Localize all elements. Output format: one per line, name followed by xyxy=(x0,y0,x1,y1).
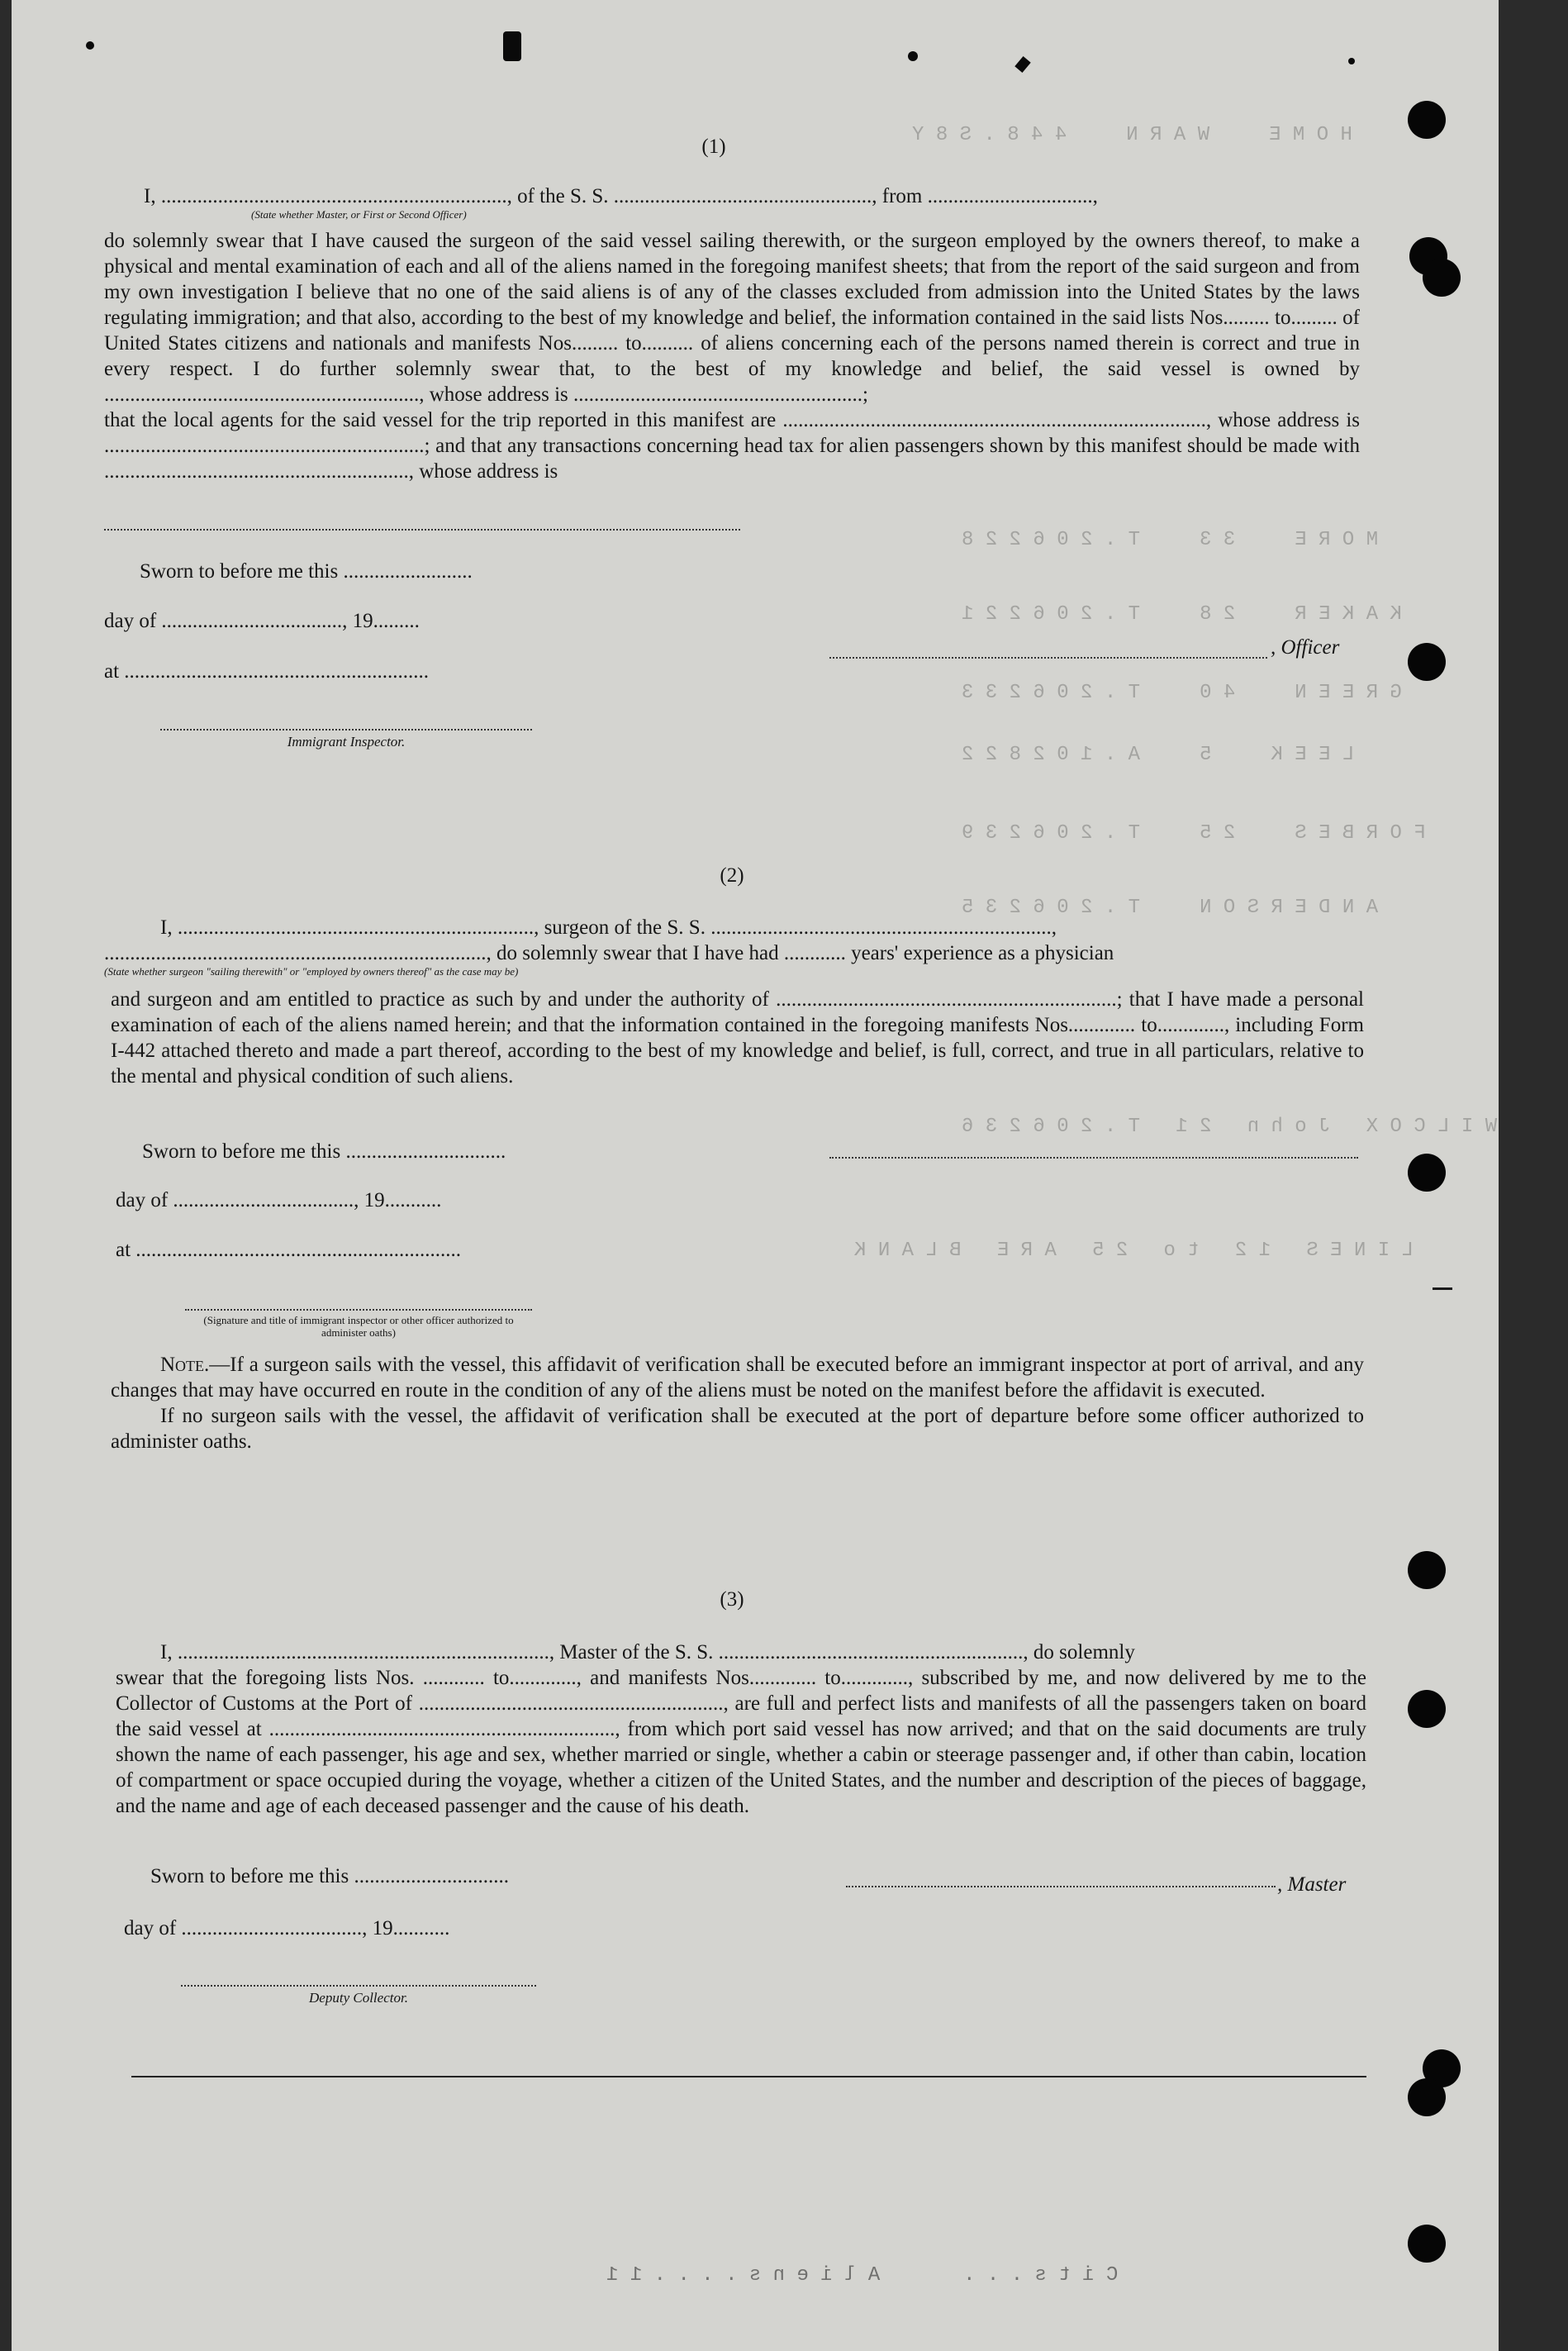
bleed-through-text: H O M E W A R N 4 4 8 . S 8 Y xyxy=(912,124,1352,146)
punch-hole xyxy=(1408,1154,1446,1192)
section-1-first-line: I, ..................................................................., of the S. S. .................................................., from ................................, xyxy=(144,185,1098,207)
section-2-paragraph: and surgeon and am entitled to practice as such by and under the authority of ..................................................................; that I have made a personal examination of each of the aliens named herein; and that the information contained in the foregoing manifests Nos............. to............., including Form I-442 attached thereto and made a part thereof, according to the best of my knowledge and belief, is full, correct, and true in all particulars, relative to the mental and physical condition of such aliens. xyxy=(111,988,1364,1087)
deputy-signature-line xyxy=(181,1985,536,1987)
inspector-signature-line xyxy=(160,729,532,731)
punch-hole xyxy=(1408,101,1446,139)
officer-label-text: Officer xyxy=(1281,636,1340,659)
deputy-collector-label: Deputy Collector. xyxy=(309,1990,408,2006)
section-2-signature-line xyxy=(185,1309,532,1311)
punch-hole xyxy=(1423,259,1461,297)
officer-signature-line xyxy=(829,657,1267,659)
section-3-number: (3) xyxy=(720,1588,744,1611)
bleed-through-text: W I L C O X J o h n 2 1 T . 2 0 6 2 3 6 xyxy=(962,1116,1498,1138)
edge-speck xyxy=(908,51,918,61)
bleed-through-text: C i t s . . . A l i e n s . . . . 1 1 xyxy=(606,2264,1119,2287)
immigrant-inspector-label: Immigrant Inspector. xyxy=(287,734,406,750)
section-1-paragraph: do solemnly swear that I have caused the surgeon of the said vessel sailing therewith, or the surgeon employed by the owners thereof, to make a physical and mental examination of each and all of the aliens named in the foregoing manifest sheets; that from the report of the said surgeon and from my own investigation I believe that no one of the said aliens is of any of the classes excluded from admission into the United States by the laws regulating immigration; and that also, according to the best of my knowledge and belief, the information contained in the said lists Nos......... to......... of United States citizens and nationals and manifests Nos......... to.......... of aliens concerning each of the persons named therein is correct and true in every respect. I do further solemnly swear that, to the best of my knowledge and belief, the said vessel is owned by ............................................................., whose address is ........................................................; xyxy=(104,230,1360,406)
section-3-sworn: Sworn to before me this .............................. xyxy=(150,1865,509,1887)
section-2-first-line: I, ....................................................................., surgeon of the S. S. .................................................................., xyxy=(160,916,1057,939)
section-2-body xyxy=(111,987,1364,1089)
section-3-paragraph: swear that the foregoing lists Nos. ............ to............., and manifests Nos............. to............., subscribed by me, and now delivered by me to the Collector of Customs at the Port of ..........................................................., are full and perfect lists and manifests of all the passengers taken on board the said vessel at ..................................................................., from which port said vessel has now arrived; and that on the said documents are truly shown the name of each passenger, his age and sex, whether married or single, whether a cabin or steerage passenger and, if other than cabin, location of compartment or space occupied during the voyage, whether a citizen of the United States, and the number and description of the pieces of baggage, and the name and age of each deceased passenger and the cause of his death. xyxy=(116,1667,1366,1817)
master-label-text: Master xyxy=(1287,1873,1347,1896)
section-1-body xyxy=(104,228,1360,484)
section-2-day: day of ..................................., 19........... xyxy=(116,1189,442,1211)
section-1-sworn: Sworn to before me this ......................... xyxy=(140,560,473,583)
section-2-number: (2) xyxy=(720,864,744,887)
section-1-caption: (State whether Master, or First or Second Officer) xyxy=(251,208,467,221)
note-text: —If a surgeon sails with the vessel, this affidavit of verification shall be executed before an immigrant inspector at port of arrival, and any changes that may have occurred en route in the condition of any of the aliens must be noted on the manifest before the affidavit is executed. xyxy=(111,1354,1364,1402)
bleed-through-text: G R E E N 4 0 T . 2 0 6 2 3 3 xyxy=(962,682,1402,704)
bleed-through-text: L I N E S 1 2 t o 2 5 A R E B L A N K xyxy=(854,1240,1414,1262)
section-2-signature-caption: (Signature and title of immigrant inspector or other officer authorized to administer oaths) xyxy=(203,1314,514,1339)
punch-hole xyxy=(1408,1551,1446,1589)
edge-speck xyxy=(1348,58,1355,64)
note-label: Note. xyxy=(160,1354,210,1376)
section-3-day: day of ..................................., 19........... xyxy=(124,1917,450,1939)
section-1-at: at ........................................................... xyxy=(104,660,430,683)
master-signature-line xyxy=(846,1886,1276,1887)
section-1-paragraph-2: that the local agents for the said vessel for the trip reported in this manifest are .................................................................................., whose address is ..............................................................; and that any transactions concerning head tax for alien passengers shown by this manifest should be made with ..........................................................., whose address is xyxy=(104,409,1360,483)
bleed-through-text: L E E K 5 A . 1 0 2 8 2 2 xyxy=(962,744,1355,766)
section-2-caption: (State whether surgeon "sailing therewith" or "employed by owners thereof" as the case may be) xyxy=(104,965,519,978)
bleed-through-text: K A K E R 2 8 T . 2 0 6 2 2 1 xyxy=(962,603,1402,626)
bleed-through-text: M O R E 3 3 T . 2 0 6 2 2 8 xyxy=(962,529,1379,551)
section-2-at: at ............................................................... xyxy=(116,1239,462,1261)
edge-speck xyxy=(1014,56,1030,73)
section-1-number: (1) xyxy=(701,136,726,158)
punch-hole xyxy=(1408,1690,1446,1728)
officer-label: , Officer xyxy=(1271,636,1340,659)
edge-mark xyxy=(1433,1287,1452,1290)
section-1-day: day of ..................................., 19......... xyxy=(104,610,420,632)
section-3-first-line: I, ........................................................................, Master of the S. S. ..........................................................., do solemnly xyxy=(160,1641,1135,1663)
edge-speck xyxy=(503,31,521,61)
punch-hole xyxy=(1408,2225,1446,2263)
bleed-through-text: F O R B E S 2 5 T . 2 0 6 2 3 9 xyxy=(962,822,1426,845)
section-3-body xyxy=(116,1665,1366,1819)
section-2-sworn: Sworn to before me this ............................... xyxy=(142,1140,506,1163)
master-label: , Master xyxy=(1277,1873,1347,1896)
punch-hole xyxy=(1408,643,1446,681)
form-page xyxy=(12,0,1499,2351)
note-text-2: If no surgeon sails with the vessel, the affidavit of verification shall be executed at the port of departure before some officer authorized to administer oaths. xyxy=(111,1405,1364,1453)
surgeon-signature-line xyxy=(829,1157,1358,1159)
edge-speck xyxy=(86,41,94,50)
bottom-rule xyxy=(131,2076,1366,2077)
section-2-note xyxy=(111,1352,1364,1454)
punch-hole xyxy=(1408,2078,1446,2116)
section-2-second-line: .........................................................................., do solemnly swear that I have had ............ years' experience as a physician xyxy=(104,942,1114,964)
address-fill-line xyxy=(104,529,740,531)
bleed-through-text: A N D E R S O N T . 2 0 6 2 3 5 xyxy=(962,897,1379,919)
